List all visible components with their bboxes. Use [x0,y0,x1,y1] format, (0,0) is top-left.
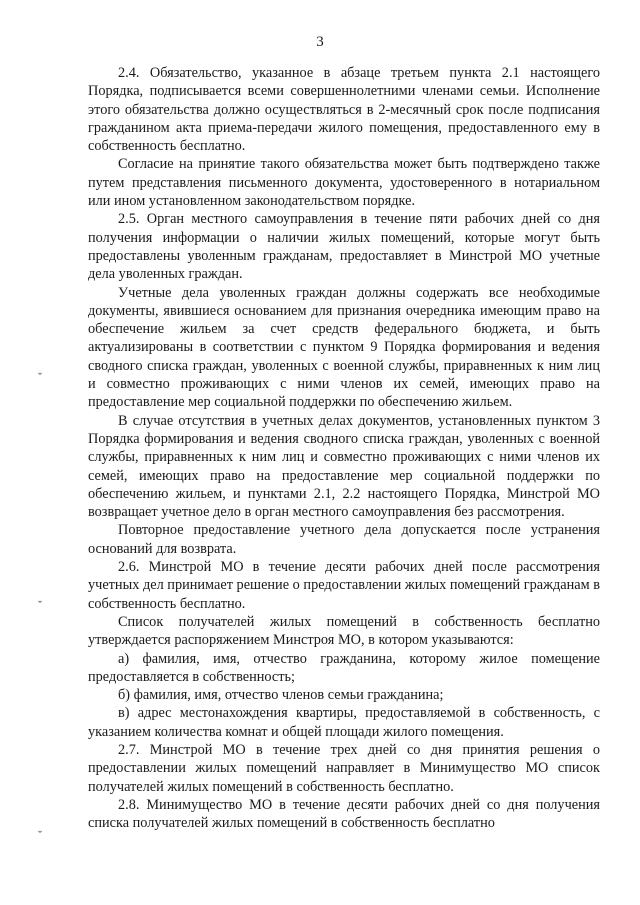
paragraph-list: Список получателей жилых помещений в собственность бесплатно утверждается распоряжением Минстроя МО, в котором указываются: [88,613,600,649]
margin-mark: ˇ [38,598,42,612]
margin-mark: ˇ [38,370,42,384]
paragraph-resubmission: Повторное предоставление учетного дела допускается после устранения оснований для возврата. [88,522,600,557]
paragraph-2-6: 2.6. Минстрой МО в течение десяти рабочих дней после рассмотрения учетных дел принимает решение о предоставлении жилых помещений гражданам в собственность бесплатно. [88,559,600,612]
paragraph-2-4: 2.4. Обязательство, указанное в абзаце третьем пункта 2.1 настоящего Порядка, подписывается всеми совершеннолетними членами семьи. Исполнение этого обязательства должно осуществляться в 2-месячный срок после подписания гражданином акта приема-передачи жилого помещения, предоставленного ему в собственность бесплатно. [88,65,600,155]
document-body [88,64,600,832]
list-item-a: а) фамилия, имя, отчество гражданина, которому жилое помещение предоставляется в собственность; [88,650,600,685]
page-number: 3 [316,34,324,50]
paragraph-consent: Согласие на принятие такого обязательства может быть подтверждено также путем представления письменного документа, удостоверенного в нотариальном или ином установленном законодательством порядке. [88,156,600,210]
paragraph-records: Учетные дела уволенных граждан должны содержать все необходимые документы, явившиеся основанием для признания очередника имеющим право на обеспечение жильем за счет средств федерального бюджета, и быть актуализированы в соответствии с пунктом 9 Порядка формирования и ведения сводного списка граждан, уволенных с военной службы, приравненных к ним лиц и совместно проживающих с ними членов их семей, имеющих право на предоставление мер социальной поддержки по обеспечению жильем. [88,284,600,411]
paragraph-2-8: 2.8. Минимущество МО в течение десяти рабочих дней со дня получения списка получателей жилых помещений в собственность бесплатно [88,796,600,832]
paragraph-2-5: 2.5. Орган местного самоуправления в течение пяти рабочих дней со дня получения информации о наличии жилых помещений, которые могут быть предоставлены уволенным гражданам, предоставляет в Минстрой МО учетные дела уволенных граждан. [88,211,600,283]
list-item-b: б) фамилия, имя, отчество членов семьи гражданина; [118,687,444,704]
margin-mark: ˇ [38,828,42,842]
paragraph-missing-docs: В случае отсутствия в учетных делах документов, установленных пунктом 3 Порядка формирования и ведения сводного списка граждан, уволенных с военной службы, приравненных к ним лиц и совместно проживающих с ними членов их семей, имеющих право на предоставление мер социальной поддержки по обеспечению жильем, и пунктами 2.1, 2.2 настоящего Порядка, Минстрой МО возвращает учетное дело в орган местного самоуправления без рассмотрения. [88,412,600,521]
list-item-c: в) адрес местонахождения квартиры, предоставляемой в собственность, с указанием количества комнат и общей площади жилого помещения. [88,705,600,740]
paragraph-2-7: 2.7. Минстрой МО в течение трех дней со дня принятия решения о предоставлении жилых помещений направляет в Минимущество МО список получателей жилых помещений в собственность бесплатно. [88,741,600,795]
